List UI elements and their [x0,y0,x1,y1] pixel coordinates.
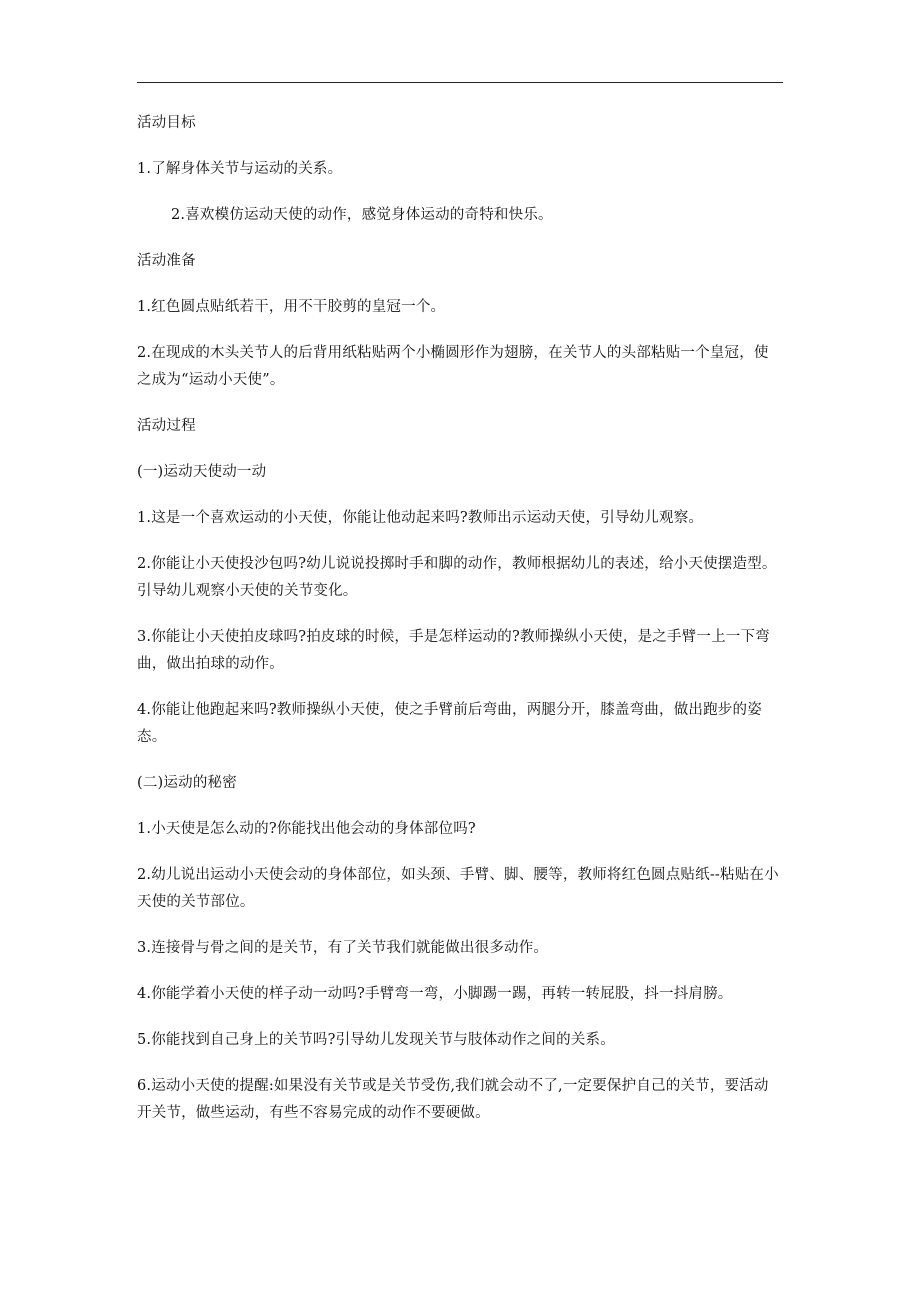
process-1-item-1: 1.这是一个喜欢运动的小天使，你能让他动起来吗?教师出示运动天使，引导幼儿观察。 [137,510,704,526]
preparation-item-1: 1.红色圆点贴纸若干，用不干胶剪的皇冠一个。 [137,299,446,315]
process-1-item-4: 4.你能让他跑起来吗?教师操纵小天使，使之手臂前后弯曲，两腿分开，膝盖弯曲，做出跑步的姿态。 [137,702,762,745]
process-2-item-6: 6.运动小天使的提醒:如果没有关节或是关节受伤,我们就会动不了,一定要保护自己的关节，要活动开关节，做些运动，有些不容易完成的动作不要硬做。 [137,1078,769,1121]
goal-item-1: 1.了解身体关节与运动的关系。 [137,161,343,177]
section-heading-goals: 活动目标 [137,115,196,131]
section-heading-process: 活动过程 [137,418,196,434]
process-2-item-4: 4.你能学着小天使的样子动一动吗?手臂弯一弯，小脚踢一踢，再转一转屁股，抖一抖肩膀。 [137,986,733,1002]
process-2-item-3: 3.连接骨与骨之间的是关节，有了关节我们就能做出很多动作。 [137,940,549,956]
process-2-item-1: 1.小天使是怎么动的?你能找出他会动的身体部位吗? [137,821,476,837]
subsection-heading-1: (一)运动天使动一动 [137,464,267,480]
header-rule [137,82,783,83]
subsection-heading-2: (二)运动的秘密 [137,775,237,791]
section-heading-preparation: 活动准备 [137,253,196,269]
goal-item-2: 2.喜欢模仿运动天使的动作，感觉身体运动的奇特和快乐。 [171,207,553,223]
process-1-item-2: 2.你能让小天使投沙包吗?幼儿说说投掷时手和脚的动作，教师根据幼儿的表述，给小天使摆造型。引导幼儿观察小天使的关节变化。 [137,556,777,599]
process-2-item-2: 2.幼儿说出运动小天使会动的身体部位，如头颈、手臂、脚、腰等，教师将红色圆点贴纸--粘贴在小天使的关节部位。 [137,867,779,910]
preparation-item-2: 2.在现成的木头关节人的后背用纸粘贴两个小椭圆形作为翅膀，在关节人的头部粘贴一个皇冠，使之成为“运动小天使”。 [137,345,769,388]
document-body [137,110,783,1127]
process-1-item-3: 3.你能让小天使拍皮球吗?拍皮球的时候，手是怎样运动的?教师操纵小天使，是之手臂一上一下弯曲，做出拍球的动作。 [137,629,770,672]
process-2-item-5: 5.你能找到自己身上的关节吗?引导幼儿发现关节与肢体动作之间的关系。 [137,1032,615,1048]
